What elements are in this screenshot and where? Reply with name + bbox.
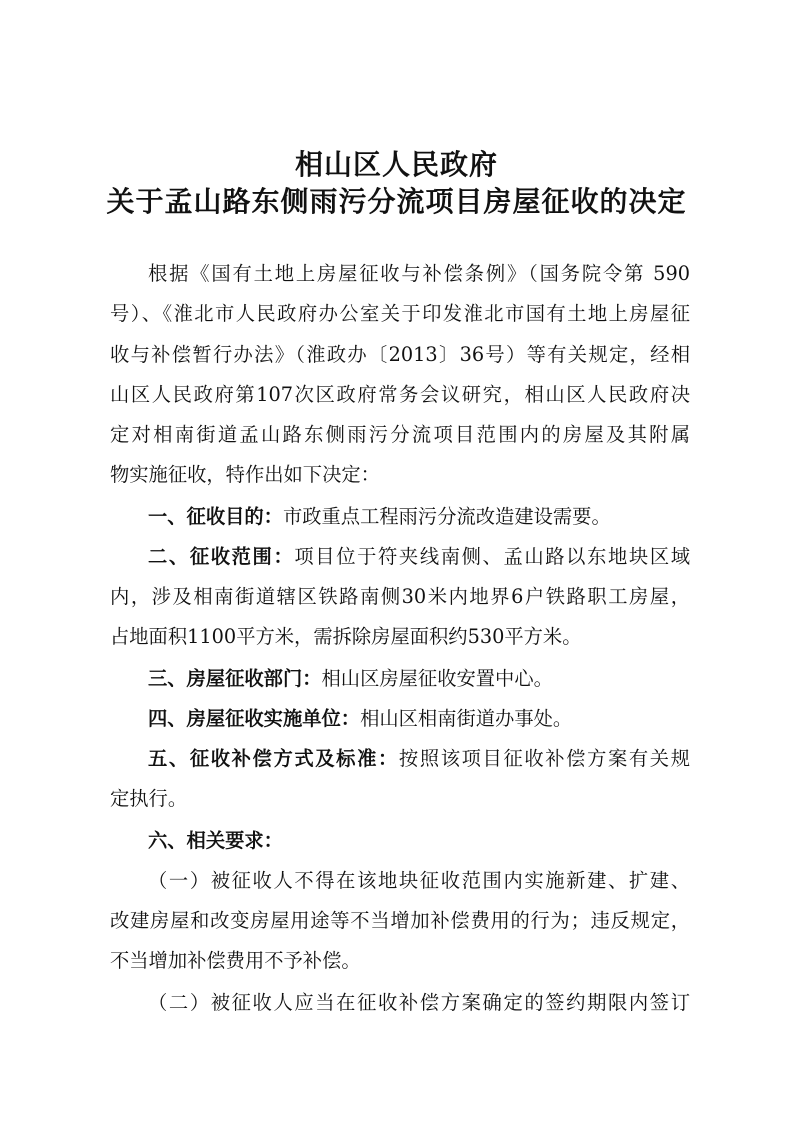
item-2-line-2: 内，涉及相南街道辖区铁路南侧30米内地界6户铁路职工房屋，	[110, 585, 690, 608]
item-2-text-1: 项目位于符夹线南侧、孟山路以东地块区域	[294, 545, 691, 568]
item-3	[148, 659, 690, 699]
preamble-line-3: 收与补偿暂行办法》（淮政办〔2013〕36号）等有关规定，经相	[110, 343, 690, 366]
requirement-1-line-3: 不当增加补偿费用不予补偿。	[110, 949, 361, 972]
item-4-text: 相山区相南街道办事处。	[360, 707, 573, 730]
item-6	[148, 821, 690, 861]
item-2-line-3: 占地面积1100平方米，需拆除房屋面积约530平方米。	[110, 625, 582, 648]
item-5-heading: 五、征收补偿方式及标准：	[148, 747, 399, 770]
preamble-line-1: 根据《国有土地上房屋征收与补偿条例》（国务院令第 590	[148, 262, 690, 285]
requirement-2-line-1: （二）被征收人应当在征收补偿方案确定的签约期限内签订	[148, 991, 690, 1014]
item-1-heading: 一、征收目的：	[148, 505, 283, 528]
item-5-line-1	[148, 739, 690, 779]
item-3-heading: 三、房屋征收部门：	[148, 667, 322, 690]
document-title-line-2: 关于孟山路东侧雨污分流项目房屋征收的决定	[106, 185, 687, 218]
preamble-line-2: 号）、《淮北市人民政府办公室关于印发淮北市国有土地上房屋征	[110, 302, 690, 325]
item-6-heading: 六、相关要求：	[148, 829, 283, 852]
item-1-text: 市政重点工程雨污分流改造建设需要。	[282, 505, 611, 528]
item-5-text-1: 按照该项目征收补偿方案有关规	[398, 747, 690, 770]
item-5-line-2: 定执行。	[110, 787, 188, 810]
item-4-heading: 四、房屋征收实施单位：	[148, 707, 361, 730]
item-1	[148, 497, 690, 537]
item-2-line-1	[148, 537, 690, 577]
item-4	[148, 699, 690, 739]
requirement-1-line-1: （一）被征收人不得在该地块征收范围内实施新建、扩建、	[148, 869, 690, 892]
requirement-1-line-2: 改建房屋和改变房屋用途等不当增加补偿费用的行为；违反规定，	[110, 909, 690, 932]
document-title-line-1: 相山区人民政府	[294, 148, 498, 181]
preamble-line-4: 山区人民政府第107次区政府常务会议研究，相山区人民政府决	[110, 383, 690, 406]
item-2-heading: 二、征收范围：	[148, 545, 295, 568]
preamble-line-5: 定对相南街道孟山路东侧雨污分流项目范围内的房屋及其附属	[110, 423, 690, 446]
item-3-text: 相山区房屋征收安置中心。	[321, 667, 553, 690]
preamble-line-6: 物实施征收，特作出如下决定：	[110, 463, 380, 486]
